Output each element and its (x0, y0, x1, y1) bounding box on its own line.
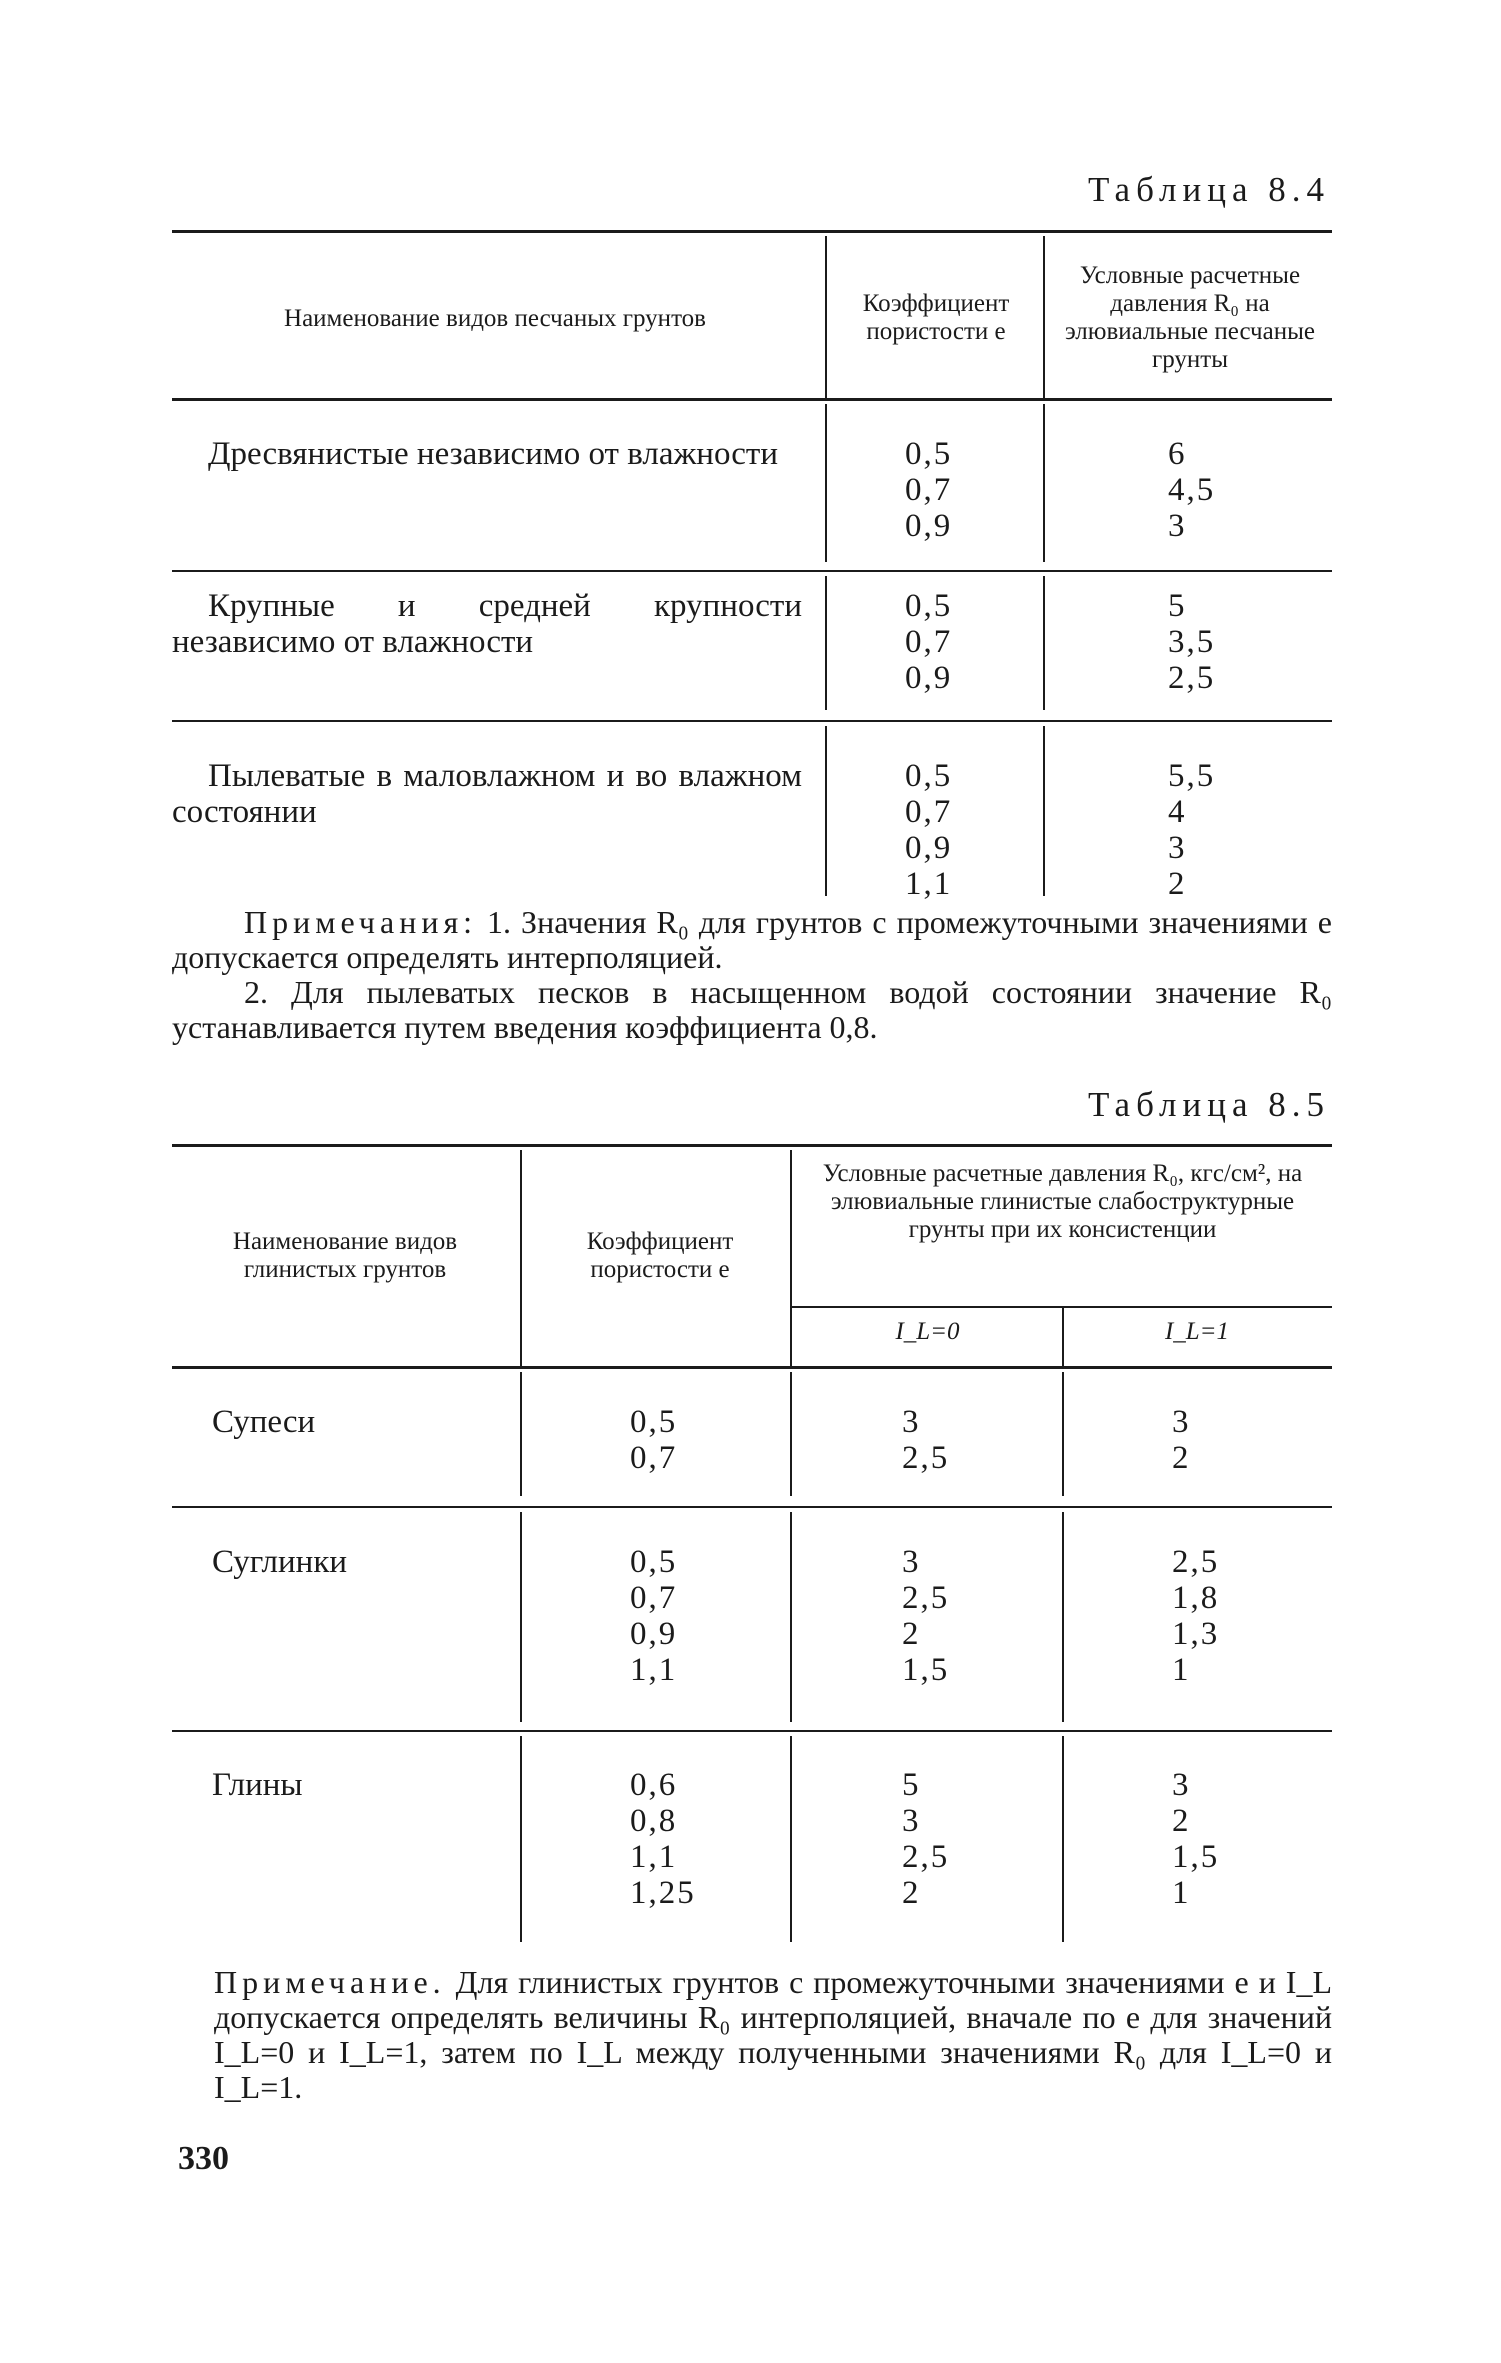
table-8-4-row-2-r: 5 3,5 2,5 (1168, 588, 1216, 696)
page-number: 330 (178, 2140, 229, 2177)
table-8-5-row-3-vline-1 (520, 1736, 522, 1942)
table-8-5-header-pressure: Условные расчетные давления R₀, кгс/см², на элювиальные глинистые слабоструктурные грунты при их консистенции (822, 1160, 1303, 1243)
table-8-4-row-2-vline-2 (1043, 576, 1045, 710)
table-8-4-row-3-vline-2 (1043, 726, 1045, 896)
table-8-4-header-rule (172, 398, 1332, 401)
table-8-4-row-1-rule (172, 570, 1332, 572)
table-8-5-row-1-il0: 3 2,5 (902, 1404, 950, 1476)
table-8-5-row-2-il1: 2,5 1,8 1,3 1 (1172, 1544, 1220, 1688)
table-8-5-row-3-il1: 3 2 1,5 1 (1172, 1767, 1220, 1911)
table-8-4-row-2-e: 0,5 0,7 0,9 (905, 588, 953, 696)
table-8-5-row-1-rule (172, 1506, 1332, 1508)
table-8-4-row-1-vline-2 (1043, 404, 1045, 562)
table-8-5-row-3-vline-3 (1062, 1736, 1064, 1942)
table-8-5-subheader-rule (790, 1306, 1332, 1308)
table-8-4-row-1-name: Дресвянистые независимо от влажности (208, 436, 778, 472)
table-8-5-row-3-il0: 5 3 2,5 2 (902, 1767, 950, 1911)
table-8-5-row-2-vline-1 (520, 1512, 522, 1722)
table-8-5-row-2-name: Суглинки (212, 1544, 348, 1580)
table-8-4-row-1-vline-1 (825, 404, 827, 562)
table-8-5-row-2-il0: 3 2,5 2 1,5 (902, 1544, 950, 1688)
table-8-5-note-text: Для глинистых грунтов с промежуточными значениями e и I_L допускается определять величины R₀ интерполяцией, вначале по e для значений I_L=0 и I_L=1, затем по I_L между полученными значениями R₀ для I_L=0 и I_L=1. (214, 1964, 1333, 2105)
table-8-5-row-2-vline-3 (1062, 1512, 1064, 1722)
table-8-4-row-1-r: 6 4,5 3 (1168, 436, 1216, 544)
table-8-4-vline-2 (1043, 236, 1045, 398)
table-8-5-vline-2 (790, 1150, 792, 1366)
table-8-5-header-il1: I_L=1 (1164, 1318, 1230, 1345)
table-8-5-row-2-e: 0,5 0,7 0,9 1,1 (630, 1544, 678, 1688)
table-8-5-header-il0: I_L=0 (895, 1318, 960, 1345)
table-8-4-notes-label: Примечания: (244, 904, 478, 940)
table-8-5-note (214, 1965, 1332, 2105)
table-8-4-row-3-r: 5,5 4 3 2 (1168, 758, 1216, 902)
table-8-4-note-1: 1. Значения R₀ для грунтов с промежуточными значениями e допускается определять интерполяцией. (172, 904, 1332, 975)
table-8-5-header-name: Наименование видов глинистых грунтов (232, 1228, 458, 1283)
table-8-5-note-label: Примечание. (214, 1964, 446, 2000)
table-8-4-top-rule (172, 230, 1332, 233)
table-8-4-header-coef: Коэффициент пористости e (862, 290, 1010, 345)
table-8-5-row-1-name: Супеси (212, 1404, 316, 1440)
table-8-5-vline-3 (1062, 1308, 1064, 1366)
table-8-4-note-2: 2. Для пылеватых песков в насыщенном водой состоянии значение R₀ устанавливается путем введения коэффициента 0,8. (172, 974, 1332, 1045)
table-8-5-row-2-vline-2 (790, 1512, 792, 1722)
table-8-5-row-1-vline-2 (790, 1372, 792, 1496)
table-8-4-row-2-name: Крупные и средней крупности независимо от влажности (172, 588, 802, 660)
table-8-4-header-pressure: Условные расчетные давления R₀ на элювиальные песчаные грунты (1065, 262, 1315, 373)
table-8-5-row-1-e: 0,5 0,7 (630, 1404, 678, 1476)
table-8-5-row-1-vline-3 (1062, 1372, 1064, 1496)
table-8-5-row-1-vline-1 (520, 1372, 522, 1496)
table-8-5-row-3-name: Глины (212, 1767, 303, 1803)
table-8-4-row-2-rule (172, 720, 1332, 722)
table-8-4-row-1-e: 0,5 0,7 0,9 (905, 436, 953, 544)
table-8-4-notes (172, 905, 1332, 1045)
table-8-5-vline-1 (520, 1150, 522, 1366)
table-8-5-row-1-il1: 3 2 (1172, 1404, 1191, 1476)
table-8-5-top-rule (172, 1144, 1332, 1147)
table-8-4-row-3-name: Пылеватые в маловлажном и во влажном состоянии (172, 758, 802, 830)
table-8-5-row-2-rule (172, 1730, 1332, 1732)
table-8-4-header-name: Наименование видов песчаных грунтов (284, 305, 706, 332)
table-8-5-caption: Таблица 8.5 (1088, 1085, 1330, 1124)
table-8-4-row-3-vline-1 (825, 726, 827, 896)
table-8-5-row-3-e: 0,6 0,8 1,1 1,25 (630, 1767, 696, 1911)
table-8-4-vline-1 (825, 236, 827, 398)
table-8-4-caption: Таблица 8.4 (1088, 170, 1330, 209)
table-8-4-row-3-e: 0,5 0,7 0,9 1,1 (905, 758, 953, 902)
table-8-5-row-3-vline-2 (790, 1736, 792, 1942)
table-8-5-header-coef: Коэффициент пористости e (586, 1228, 734, 1283)
table-8-5-header-rule (172, 1366, 1332, 1369)
table-8-4-row-2-vline-1 (825, 576, 827, 710)
